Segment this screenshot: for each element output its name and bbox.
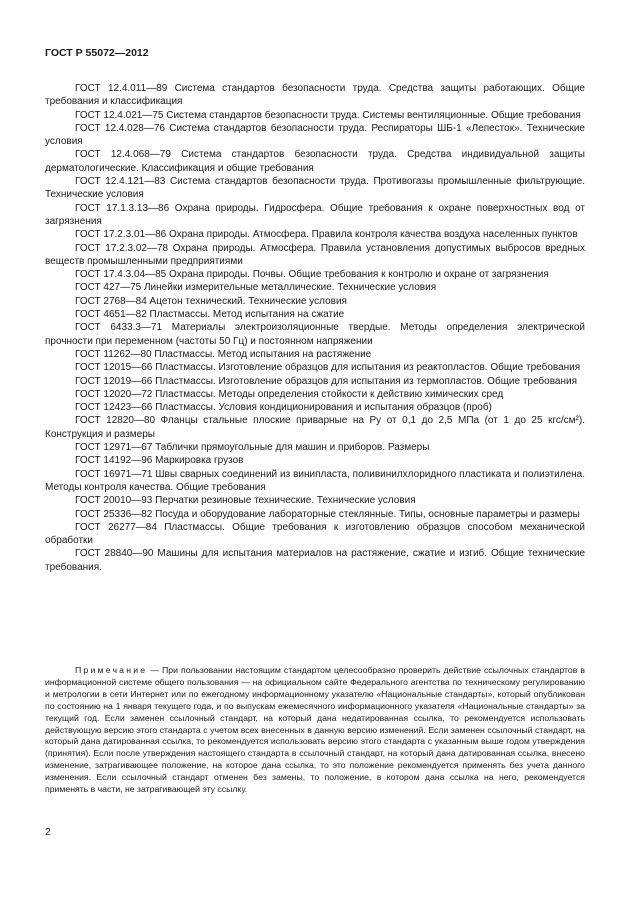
reference-item: ГОСТ 12020—72 Пластмассы. Методы определения стойкости к действию химических сред — [75, 388, 504, 400]
reference-item: ГОСТ 12.4.028—76 Система стандартов безопасности труда. Респираторы ШБ-1 «Лепесток». Технические условия — [45, 122, 585, 148]
note-paragraph — [45, 665, 585, 796]
reference-item: ГОСТ 11262—80 Пластмассы. Метод испытания на растяжение — [75, 348, 372, 360]
reference-item: ГОСТ 17.2.3.02—78 Охрана природы. Атмосфера. Правила установления допустимых выбросов вредных веществ промышленными предприятиями — [45, 242, 585, 267]
reference-item: ГОСТ 12971—67 Таблички прямоугольные для машин и приборов. Размеры — [75, 442, 430, 454]
reference-item: ГОСТ 6433.3—71 Материалы электроизоляционные твердые. Методы определения электрической прочности при переменном (частоты 50 Гц) и постоянном напряжении — [45, 322, 585, 347]
page-number: 2 — [45, 826, 51, 838]
reference-item: ГОСТ 17.2.3.01—86 Охрана природы. Атмосфера. Правила контроля качества воздуха населенных пунктов — [75, 229, 578, 241]
reference-item: ГОСТ 17.4.3.04—85 Охрана природы. Почвы. Общие требования к контролю и охране от загрязнения — [75, 269, 549, 281]
reference-item: ГОСТ 427—75 Линейки измерительные металлические. Технические условия — [75, 282, 437, 294]
reference-item: ГОСТ 2768—84 Ацетон технический. Технические условия — [75, 295, 347, 307]
reference-item: ГОСТ 12423—66 Пластмассы. Условия кондиционирования и испытания образцов (проб) — [75, 402, 492, 414]
reference-item: ГОСТ 26277—84 Пластмассы. Общие требования к изготовлению образцов способом механической обработки — [45, 521, 585, 547]
document-header: ГОСТ Р 55072—2012 — [45, 47, 149, 59]
reference-list — [45, 82, 585, 574]
reference-item: ГОСТ 16971—71 Швы сварных соединений из винипласта, поливинилхлоридного пластиката и полиэтилена. Методы контроля качества. Общие требования — [45, 468, 585, 493]
note-text: — При пользовании настоящим стандартом целесообразно проверить действие ссылочных стандартов в информационной системе общего пользования — на официальном сайте Федерального агентства по техническому регулированию и метрологии в сети Интернет или по ежегодному информационному указателю «Национальные стандарты», который опубликован по состоянию на 1 января текущего года, и по выпускам ежемесячного информационного указателя «Национальные стандарты» за текущий год. Если заменен ссылочный стандарт, на который дана недатированная ссылка, то рекомендуется использовать действующую версию этого стандарта с учетом всех внесенных в данную версию изменений. Если заменен ссылочный стандарт, на который дана датированная ссылка, то рекомендуется использовать версию этого стандарта с указанным выше годом утверждения (принятия). Если после утверждения настоящего стандарта в ссылочный стандарт, на который дана датированная ссылка, внесено изменение, затрагивающее положение, на которое дана ссылка, то это положение рекомендуется применять без учета данного изменения. Если ссылочный стандарт отменен без замены, то положение, в котором дана ссылка на него, рекомендуется применять в части, не затрагивающей эту ссылку. — [45, 665, 585, 795]
reference-item: ГОСТ 12015—66 Пластмассы. Изготовление образцов для испытания из реактопластов. Общие требования — [75, 362, 581, 374]
reference-item: ГОСТ 12.4.068—79 Система стандартов безопасности труда. Средства индивидуальной защиты дерматологические. Классификация и общие требования — [45, 149, 585, 174]
reference-item: ГОСТ 25336—82 Посуда и оборудование лабораторные стеклянные. Типы, основные параметры и размеры — [75, 508, 580, 520]
reference-item: ГОСТ 20010—93 Перчатки резиновые технические. Технические условия — [75, 495, 416, 507]
reference-item: ГОСТ 14192—96 Маркировка грузов — [75, 455, 244, 467]
reference-item: ГОСТ 12820—80 Фланцы стальные плоские приварные на Ру от 0,1 до 2,5 МПа (от 1 до 25 кгс/см²). Конструкция и размеры — [45, 415, 585, 440]
reference-item: ГОСТ 17.1.3.13—86 Охрана природы. Гидросфера. Общие требования к охране поверхностных вод от загрязнения — [45, 202, 585, 227]
reference-item: ГОСТ 12019—66 Пластмассы. Изготовление образцов для испытания из термопластов. Общие требования — [75, 375, 578, 387]
reference-item: ГОСТ 28840—90 Машины для испытания материалов на растяжение, сжатие и изгиб. Общие технические требования. — [45, 548, 585, 573]
reference-item: ГОСТ 12.4.121—83 Система стандартов безопасности труда. Противогазы промышленные фильтрующие. Технические условия — [45, 176, 585, 201]
reference-item: ГОСТ 12.4.011—89 Система стандартов безопасности труда. Средства защиты работающих. Общие требования и классификация — [45, 83, 585, 108]
reference-item: ГОСТ 12.4.021—75 Система стандартов безопасности труда. Системы вентиляционные. Общие требования — [75, 109, 581, 121]
reference-item: ГОСТ 4651—82 Пластмассы. Метод испытания на сжатие — [75, 309, 345, 321]
note-label: Примечание — [75, 665, 148, 675]
